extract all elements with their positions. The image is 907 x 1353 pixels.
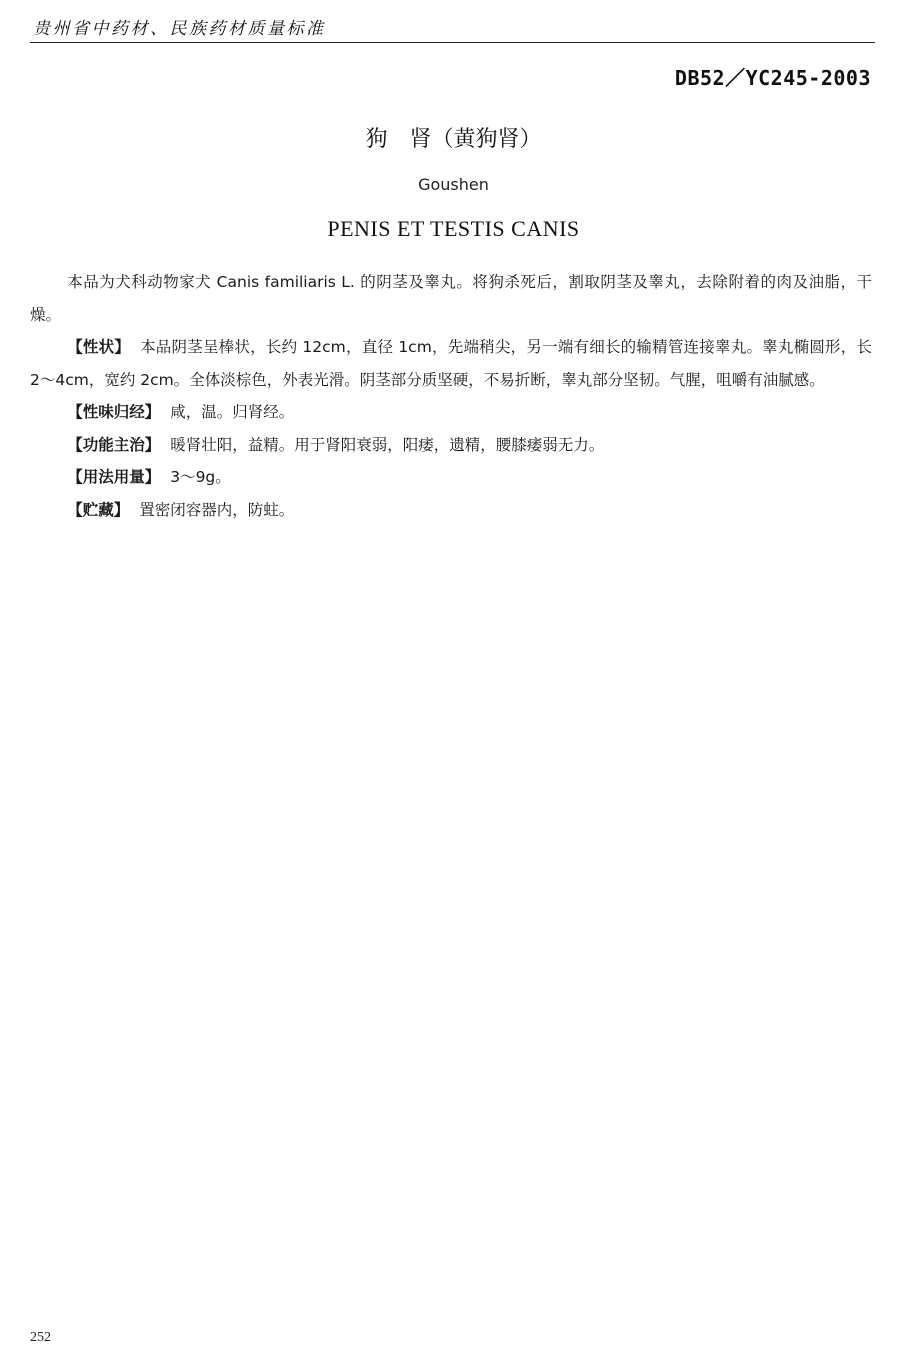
monograph-body bbox=[30, 266, 872, 526]
title-latin: PENIS ET TESTIS CANIS bbox=[327, 216, 580, 241]
page-number: 252 bbox=[30, 1330, 51, 1345]
section-text: 3～9g。 bbox=[170, 468, 231, 486]
intro-paragraph: 本品为犬科动物家犬 Canis familiaris L. 的阴茎及睾丸。将狗杀死后，割取阴茎及睾丸，去除附着的肉及油脂，干燥。 bbox=[30, 273, 872, 324]
section-nature-meridian bbox=[30, 396, 872, 429]
section-text: 置密闭容器内，防蛀。 bbox=[139, 500, 295, 519]
section-label: 【贮藏】 bbox=[67, 500, 130, 519]
section-dosage bbox=[30, 461, 872, 494]
section-label: 【性味归经】 bbox=[67, 403, 161, 421]
title-pinyin: Goushen bbox=[418, 175, 489, 194]
header-rule bbox=[30, 42, 875, 43]
standard-number: DB52／YC245-2003 bbox=[674, 66, 871, 90]
section-label: 【性状】 bbox=[67, 338, 131, 356]
section-description bbox=[30, 331, 872, 396]
section-text: 暖肾壮阳，益精。用于肾阳衰弱，阳痿，遗精，腰膝痿弱无力。 bbox=[170, 435, 605, 454]
section-text: 本品阴茎呈棒状，长约 12cm，直径 1cm，先端稍尖，另一端有细长的输精管连接睾丸。睾丸椭圆形，长 2～4cm，宽约 2cm。全体淡棕色，外表光滑。阴茎部分质坚硬，不易折断，睾丸部分坚韧。气腥，咀嚼有油腻感。 bbox=[30, 338, 872, 389]
title-chinese: 狗 肾（黄狗肾） bbox=[365, 127, 542, 152]
section-label: 【功能主治】 bbox=[67, 435, 161, 454]
section-storage bbox=[30, 494, 872, 527]
section-function-indication bbox=[30, 429, 872, 462]
section-text: 咸，温。归肾经。 bbox=[170, 403, 295, 421]
running-header-title: 贵州省中药材、民族药材质量标准 bbox=[33, 19, 326, 39]
section-label: 【用法用量】 bbox=[67, 468, 161, 486]
